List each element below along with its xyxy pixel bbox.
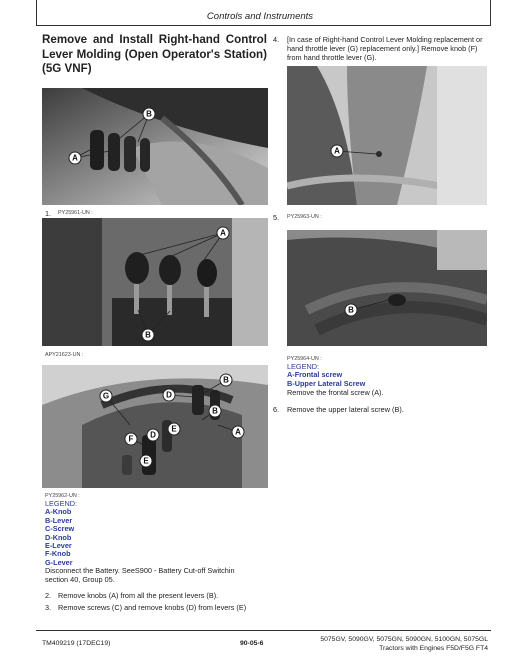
step-2-number: 2. <box>45 591 52 600</box>
step-2-text: Remove knobs (A) from all the present levers (B). <box>58 591 219 600</box>
figure-5-code: PY25963-UN : <box>287 214 322 220</box>
legend-left-item: B-Lever <box>45 515 73 525</box>
step-1-number: 1. <box>45 209 52 218</box>
svg-text:E: E <box>171 424 177 434</box>
footer-page-number: 90-05-6 <box>240 640 264 647</box>
svg-text:A: A <box>220 228 226 238</box>
svg-text:B: B <box>145 330 151 340</box>
figure-1-callout-a <box>69 152 81 164</box>
step-4-line-2: hand throttle lever (G) replacement only.] Remove knob (F) <box>287 44 478 53</box>
legend-left <box>45 500 165 567</box>
step-4-number: 4. <box>273 35 280 44</box>
figure-2-callouts <box>42 218 268 346</box>
header-rule <box>36 25 491 26</box>
svg-text:D: D <box>150 430 156 440</box>
figure-5-callouts <box>287 230 487 346</box>
figure-3-callout-d-mid <box>147 429 159 441</box>
svg-text:G: G <box>102 391 110 401</box>
legend-left-item: E-Lever <box>45 541 72 551</box>
legend-left-item: G-Lever <box>45 557 73 567</box>
legend-right-item: A-Frontal screw <box>287 370 343 380</box>
legend-right-item: B-Upper Lateral Screw <box>287 378 366 388</box>
svg-text:D: D <box>166 390 172 400</box>
disconnect-instruction-line-2: section 40, Group 05. <box>45 575 115 584</box>
figure-2-code: APY21623-UN : <box>45 352 84 358</box>
figure-3-callout-b-top <box>220 374 232 386</box>
svg-text:B: B <box>223 375 229 385</box>
figure-3-callout-d-top <box>163 389 175 401</box>
figure-3-callout-b-mid <box>209 405 221 417</box>
svg-text:F: F <box>128 434 134 444</box>
section-title: Remove and Install Right-hand Control Lever Molding (Open Operator's Station) (5G VNF) <box>42 33 267 75</box>
legend-right-title: LEGEND: <box>287 362 320 371</box>
right-border <box>490 0 491 25</box>
svg-text:B: B <box>146 109 152 119</box>
figure-2-callout-a <box>217 227 229 239</box>
step-4-line-3: from hand throttle lever (G). <box>287 53 377 62</box>
figure-3-code: PY25962-UN : <box>45 493 80 499</box>
legend-left-item: D-Knob <box>45 532 72 542</box>
step-4-line-1: [In case of Right-hand Control Lever Molding replacement or <box>287 35 483 44</box>
left-border <box>36 0 37 25</box>
svg-text:A: A <box>334 146 340 156</box>
step-3-text: Remove screws (C) and remove knobs (D) from levers (E) <box>58 603 247 612</box>
figure-3-callout-f <box>125 433 137 445</box>
legend-left-item: A-Knob <box>45 507 72 517</box>
disconnect-instruction-line-1: Disconnect the Battery. SeeS900 - Battery Cut-off Switchin <box>45 566 235 575</box>
page-header-title: Controls and Instruments <box>206 11 314 22</box>
svg-text:E: E <box>143 456 149 466</box>
step-6-text: Remove the upper lateral screw (B). <box>287 405 404 414</box>
figure-3-callout-e-mid <box>168 423 180 435</box>
figure-4-callout-a <box>331 145 343 157</box>
figure-1-callouts <box>42 88 268 205</box>
figure-3-callouts <box>42 365 268 488</box>
footer-engines: Tractors with Engines F5D/F5G FT4 <box>379 645 488 652</box>
step-6-number: 6. <box>273 405 280 414</box>
footer-document-code: TM409219 (17DEC19) <box>42 640 111 647</box>
figure-2-callout-b <box>142 329 154 341</box>
step-5-number: 5. <box>273 213 280 222</box>
footer-rule <box>36 630 491 631</box>
svg-text:B: B <box>348 305 354 315</box>
footer-models: 5075GV, 5090GV, 5075GN, 5090GN, 5100GN, 5075GL <box>320 636 488 643</box>
legend-left-item: C-Screw <box>45 524 75 534</box>
figure-4-callouts <box>287 66 487 205</box>
legend-right <box>287 363 487 388</box>
figure-1-callout-b <box>143 108 155 120</box>
svg-text:A: A <box>235 427 241 437</box>
svg-text:B: B <box>212 406 218 416</box>
svg-text:A: A <box>72 153 78 163</box>
figure-3-callout-e-bottom <box>140 455 152 467</box>
figure-5-callout-b <box>345 304 357 316</box>
legend-left-item: F-Knob <box>45 549 71 559</box>
step-3-number: 3. <box>45 603 52 612</box>
legend-left-title: LEGEND: <box>45 499 78 508</box>
remove-frontal-screw-text: Remove the frontal screw (A). <box>287 388 384 397</box>
figure-3-callout-g <box>100 390 112 402</box>
figure-1-code: PY25961-UN : <box>58 210 93 216</box>
figure-3-callout-a <box>232 426 244 438</box>
figure-6-code: PY25964-UN : <box>287 356 322 362</box>
